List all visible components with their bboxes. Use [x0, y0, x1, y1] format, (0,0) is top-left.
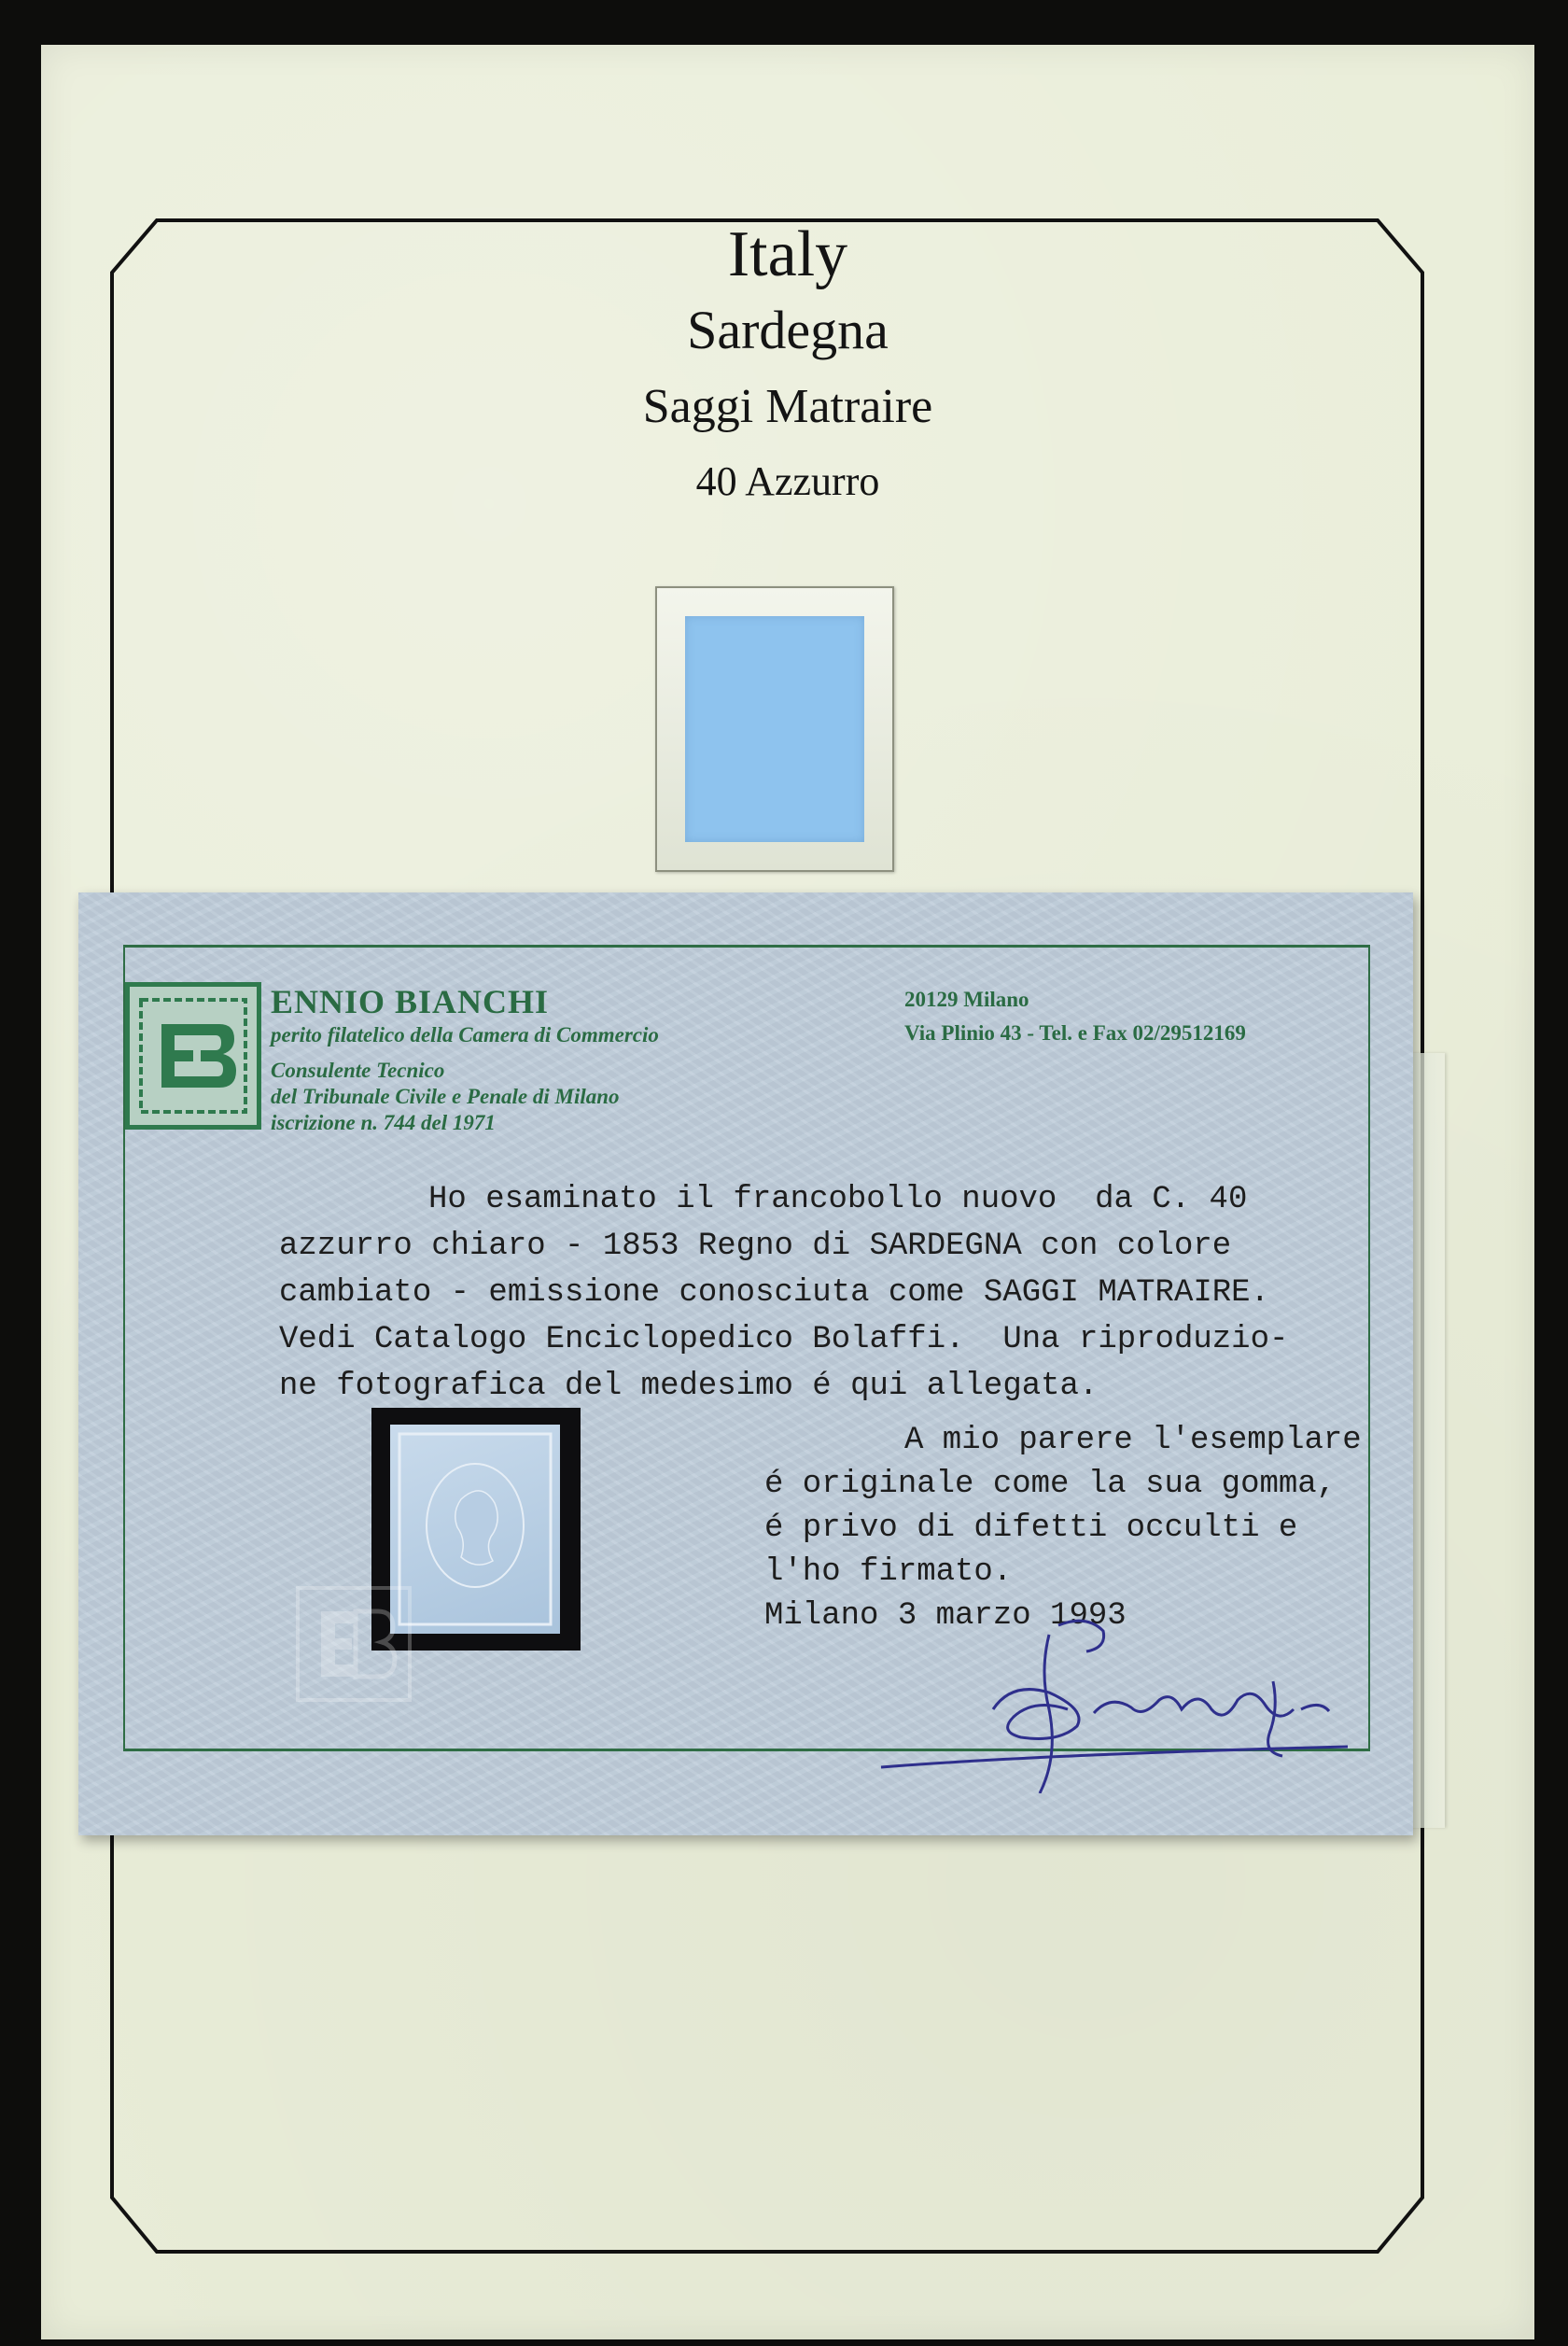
certificate-address: Via Plinio 43 - Tel. e Fax 02/29512169 — [904, 1021, 1246, 1045]
certificate-text-line: Ho esaminato il francobollo nuovo da C. 40 — [428, 1182, 1248, 1217]
certificate-text-line: ne fotografica del medesimo é qui allegata. — [279, 1369, 1099, 1404]
eb-logo-icon — [125, 982, 261, 1130]
certificate-expert-name: ENNIO BIANCHI — [271, 983, 550, 1020]
certificate-credential-2: Consulente Tecnico — [271, 1059, 445, 1082]
certificate-text-line: Vedi Catalogo Enciclopedico Bolaffi. Una riproduzio- — [279, 1322, 1289, 1357]
certificate-opinion-line: é originale come la sua gomma, — [764, 1467, 1337, 1502]
page-title-series: Saggi Matraire — [642, 380, 933, 433]
stamp-40-azzurro — [685, 616, 864, 842]
certificate-opinion-line: l'ho firmato. — [764, 1554, 1013, 1590]
certificate-opinion-line: A mio parere l'esemplare — [904, 1423, 1362, 1458]
certificate-text-line: azzurro chiaro - 1853 Regno di SARDEGNA con colore — [279, 1229, 1232, 1264]
certificate-credential-3: del Tribunale Civile e Penale di Milano — [271, 1085, 620, 1108]
expertise-certificate — [78, 892, 1413, 1835]
certificate-opinion-line: é privo di difetti occulti e — [764, 1510, 1298, 1546]
page-title-region: Sardegna — [687, 300, 889, 360]
certificate-date: Milano 3 marzo 1993 — [764, 1598, 1127, 1634]
stamp-mount — [655, 586, 894, 872]
embossed-seal-icon — [288, 1579, 419, 1709]
album-page — [41, 45, 1534, 2339]
page-title-country: Italy — [727, 218, 848, 290]
page-title-value: 40 Azzurro — [695, 458, 880, 504]
handwritten-signature — [862, 1569, 1385, 1793]
certificate-credential-4: iscrizione n. 744 del 1971 — [271, 1111, 496, 1134]
certificate-text-line: cambiato - emissione conosciuta come SAGGI MATRAIRE. — [279, 1275, 1269, 1311]
certificate-city: 20129 Milano — [904, 988, 1029, 1011]
certificate-credential-1: perito filatelico della Camera di Commercio — [271, 1023, 659, 1047]
